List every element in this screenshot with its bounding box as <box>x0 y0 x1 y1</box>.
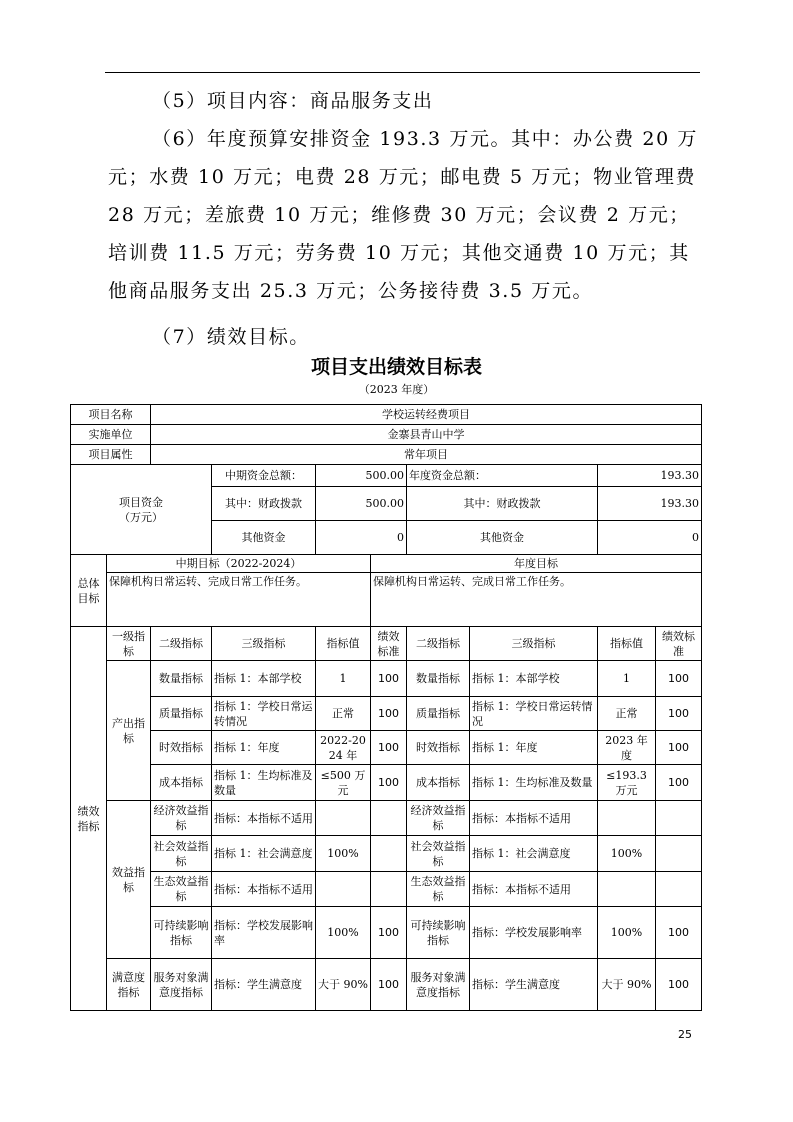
year-value: ≤193.3 万元 <box>598 765 656 801</box>
attribute-label: 项目属性 <box>71 445 151 465</box>
header-level3: 三级指标 <box>212 627 316 661</box>
funds-label: 项目资金 （万元） <box>71 465 212 555</box>
header-level2: 二级指标 <box>151 627 212 661</box>
mid-value <box>316 872 371 907</box>
year-standard: 100 <box>656 661 702 697</box>
year-goal-text: 保障机构日常运转、完成日常工作任务。 <box>371 573 702 627</box>
year-level2: 社会效益指标 <box>407 836 470 872</box>
mid-level3: 指标：学校发展影响率 <box>212 907 316 959</box>
mid-total-label: 中期资金总额： <box>212 465 316 487</box>
mid-standard <box>371 872 407 907</box>
year-standard: 100 <box>656 697 702 731</box>
mid-standard <box>371 836 407 872</box>
header-standard: 绩效标准 <box>371 627 407 661</box>
mid-value: 1 <box>316 661 371 697</box>
year-level2: 生态效益指标 <box>407 872 470 907</box>
table-row <box>71 425 702 445</box>
mid-value <box>316 801 371 836</box>
mid-standard: 100 <box>371 959 407 1011</box>
group-output-label: 产出指标 <box>107 661 151 801</box>
mid-value: 大于 90% <box>316 959 371 1011</box>
year-fiscal-label: 其中：财政拨款 <box>407 487 598 521</box>
year-level3: 指标：学校发展影响率 <box>470 907 598 959</box>
header-standard-year: 绩效标准 <box>656 627 702 661</box>
year-value: 大于 90% <box>598 959 656 1011</box>
mid-level3: 指标 1：社会满意度 <box>212 836 316 872</box>
mid-level3: 指标：本指标不适用 <box>212 872 316 907</box>
year-level2: 经济效益指标 <box>407 801 470 836</box>
mid-value: 2022-2024 年 <box>316 731 371 765</box>
performance-table <box>70 404 702 1011</box>
table-row <box>71 765 702 801</box>
year-level3: 指标 1：年度 <box>470 731 598 765</box>
year-level2: 成本指标 <box>407 765 470 801</box>
table-row <box>71 836 702 872</box>
mid-level2: 质量指标 <box>151 697 212 731</box>
table-subtitle: （2023 年度） <box>358 383 435 396</box>
table-row <box>71 555 702 573</box>
mid-standard: 100 <box>371 731 407 765</box>
mid-level2: 可持续影响指标 <box>151 907 212 959</box>
table-title: 项目支出绩效目标表 <box>310 356 482 378</box>
year-goal-header: 年度目标 <box>371 555 702 573</box>
mid-level2: 经济效益指标 <box>151 801 212 836</box>
paragraph-goals: （7）绩效目标。 <box>152 326 310 348</box>
year-standard: 100 <box>656 959 702 1011</box>
mid-goal-header: 中期目标（2022-2024） <box>107 555 371 573</box>
table-row <box>71 697 702 731</box>
header-value: 指标值 <box>316 627 371 661</box>
year-fiscal-value: 193.30 <box>598 487 702 521</box>
year-value <box>598 872 656 907</box>
mid-level2: 社会效益指标 <box>151 836 212 872</box>
year-value: 1 <box>598 661 656 697</box>
table-row <box>71 661 702 697</box>
year-level2: 可持续影响指标 <box>407 907 470 959</box>
overall-goal-label: 总体目标 <box>71 555 107 627</box>
unit-value: 金寨县青山中学 <box>151 425 702 445</box>
mid-level2: 时效指标 <box>151 731 212 765</box>
year-level3: 指标 1：本部学校 <box>470 661 598 697</box>
year-level2: 时效指标 <box>407 731 470 765</box>
mid-level3: 指标：本指标不适用 <box>212 801 316 836</box>
mid-value: ≤500 万元 <box>316 765 371 801</box>
table-row <box>71 907 702 959</box>
mid-level3: 指标 1：本部学校 <box>212 661 316 697</box>
year-standard <box>656 872 702 907</box>
year-level3: 指标 1：社会满意度 <box>470 836 598 872</box>
year-value: 正常 <box>598 697 656 731</box>
mid-level3: 指标 1：学校日常运转情况 <box>212 697 316 731</box>
year-value: 100% <box>598 836 656 872</box>
year-standard <box>656 836 702 872</box>
mid-value: 100% <box>316 907 371 959</box>
project-name-label: 项目名称 <box>71 405 151 425</box>
year-total-label: 年度资金总额： <box>407 465 598 487</box>
year-standard <box>656 801 702 836</box>
mid-total-value: 500.00 <box>316 465 407 487</box>
year-other-value: 0 <box>598 521 702 555</box>
year-level2: 质量指标 <box>407 697 470 731</box>
year-level2: 数量指标 <box>407 661 470 697</box>
perf-indicators-label: 绩效指标 <box>71 627 107 1011</box>
year-level3: 指标：学生满意度 <box>470 959 598 1011</box>
year-total-value: 193.30 <box>598 465 702 487</box>
mid-fiscal-label: 其中：财政拨款 <box>212 487 316 521</box>
page-number: 25 <box>678 1028 692 1041</box>
header-level1: 一级指标 <box>107 627 151 661</box>
year-value: 100% <box>598 907 656 959</box>
project-name-value: 学校运转经费项目 <box>151 405 702 425</box>
mid-level3: 指标：学生满意度 <box>212 959 316 1011</box>
header-value-year: 指标值 <box>598 627 656 661</box>
year-level2: 服务对象满意度指标 <box>407 959 470 1011</box>
year-level3: 指标 1：学校日常运转情况 <box>470 697 598 731</box>
mid-value: 正常 <box>316 697 371 731</box>
table-row <box>71 872 702 907</box>
year-standard: 100 <box>656 731 702 765</box>
mid-standard: 100 <box>371 661 407 697</box>
year-standard: 100 <box>656 765 702 801</box>
year-value <box>598 801 656 836</box>
table-row <box>71 731 702 765</box>
group-benefit-label: 效益指标 <box>107 801 151 959</box>
year-level3: 指标：本指标不适用 <box>470 872 598 907</box>
header-level3-year: 三级指标 <box>470 627 598 661</box>
header-level2-year: 二级指标 <box>407 627 470 661</box>
mid-fiscal-value: 500.00 <box>316 487 407 521</box>
year-standard: 100 <box>656 907 702 959</box>
year-other-label: 其他资金 <box>407 521 598 555</box>
table-row <box>71 959 702 1011</box>
table-row <box>71 465 702 487</box>
mid-other-label: 其他资金 <box>212 521 316 555</box>
header-rule <box>105 72 700 73</box>
table-row <box>71 573 702 627</box>
year-level3: 指标：本指标不适用 <box>470 801 598 836</box>
table-row <box>71 627 702 661</box>
mid-level3: 指标 1：年度 <box>212 731 316 765</box>
mid-goal-text: 保障机构日常运转、完成日常工作任务。 <box>107 573 371 627</box>
year-level3: 指标 1：生均标准及数量 <box>470 765 598 801</box>
table-row <box>71 445 702 465</box>
paragraph-budget: （6）年度预算安排资金 193.3 万元。其中：办公费 20 万元；水费 10 万元；电费 28 万元；邮电费 5 万元；物业管理费 28 万元；差旅费 10 万元；维修费 30 万元；会议费 2 万元；培训费 11.5 万元；劳务费 10 万元；其他交通费 10 万元；其他商品服务支出 25.3 万元；公务接待费 3.5 万元。 <box>108 128 699 302</box>
unit-label: 实施单位 <box>71 425 151 445</box>
mid-value: 100% <box>316 836 371 872</box>
mid-other-value: 0 <box>316 521 407 555</box>
attribute-value: 常年项目 <box>151 445 702 465</box>
mid-level3: 指标 1：生均标准及数量 <box>212 765 316 801</box>
mid-level2: 成本指标 <box>151 765 212 801</box>
mid-level2: 数量指标 <box>151 661 212 697</box>
year-value: 2023 年度 <box>598 731 656 765</box>
mid-level2: 生态效益指标 <box>151 872 212 907</box>
mid-standard <box>371 801 407 836</box>
mid-standard: 100 <box>371 697 407 731</box>
table-row <box>71 405 702 425</box>
table-row <box>71 801 702 836</box>
group-satisfaction-label: 满意度指标 <box>107 959 151 1011</box>
paragraph-content: （5）项目内容：商品服务支出 <box>152 90 434 112</box>
mid-standard: 100 <box>371 765 407 801</box>
mid-level2: 服务对象满意度指标 <box>151 959 212 1011</box>
mid-standard: 100 <box>371 907 407 959</box>
